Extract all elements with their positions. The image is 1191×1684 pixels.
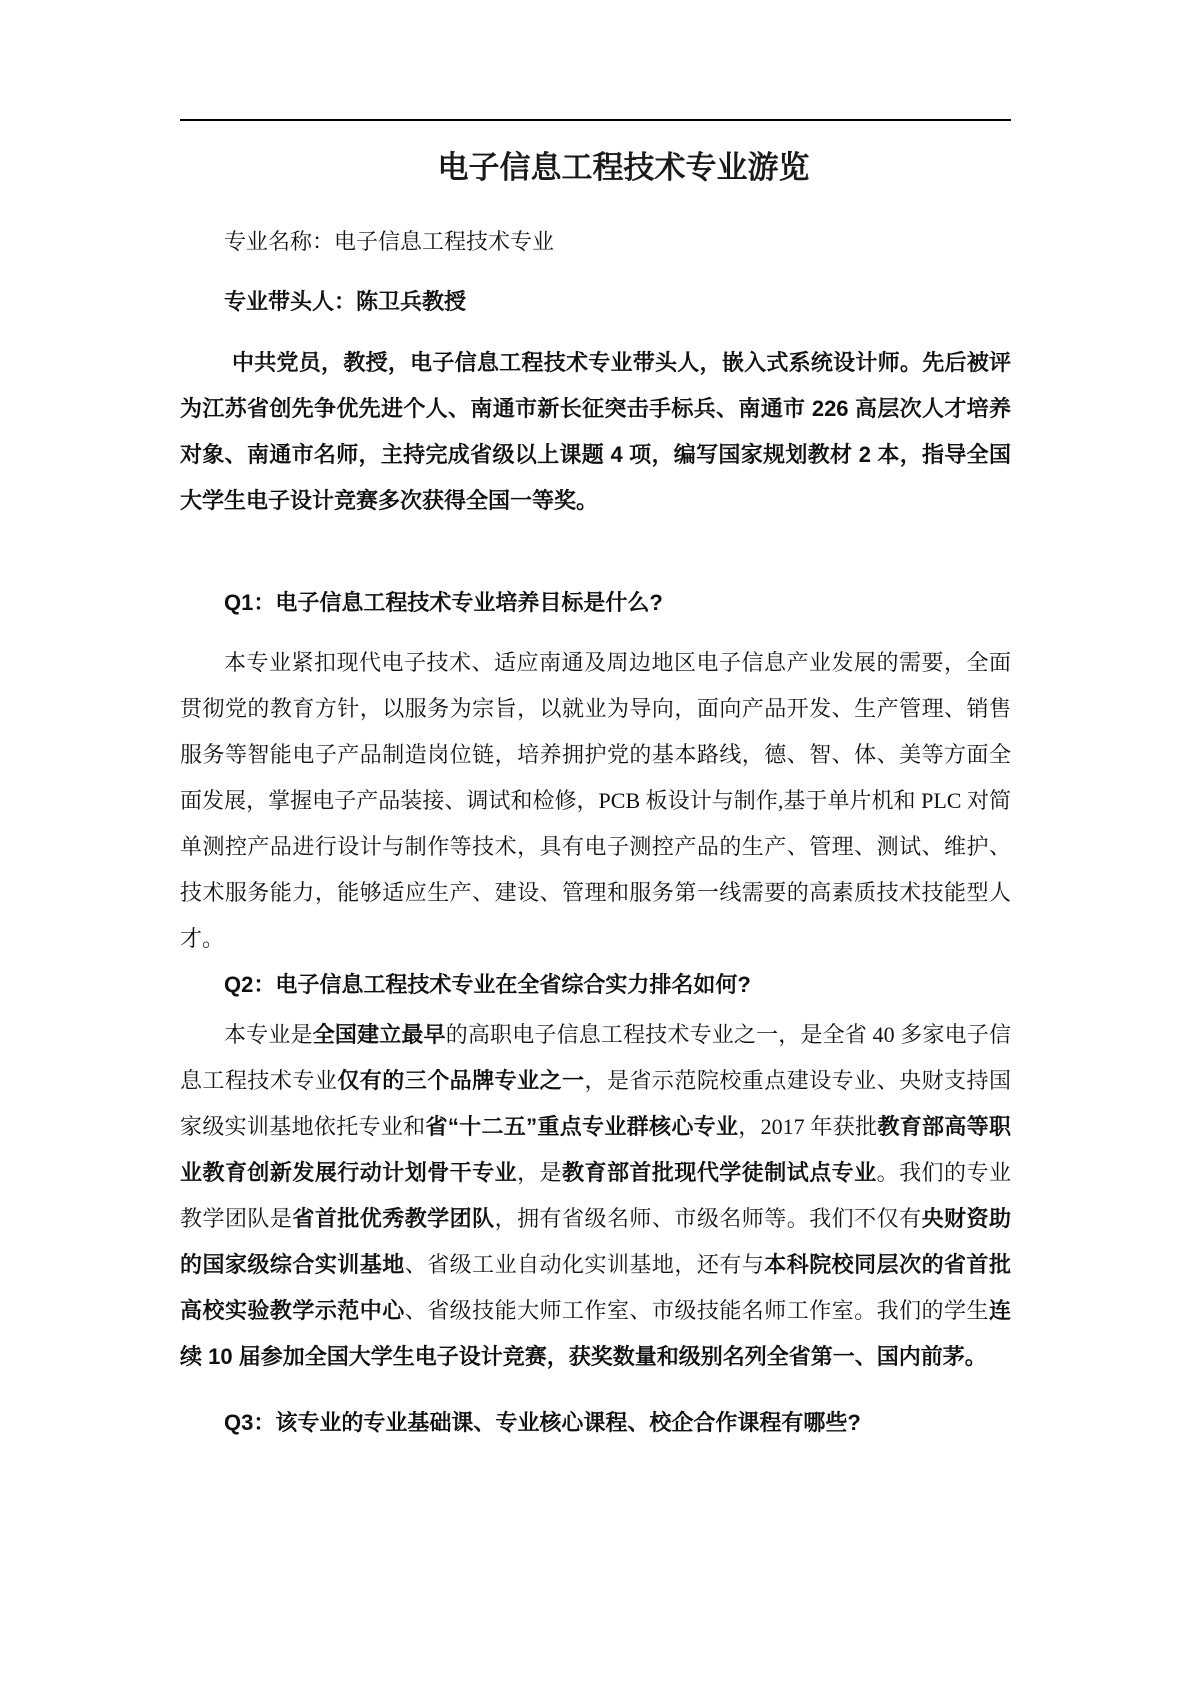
q2-answer-segment: 省首批优秀教学团队 xyxy=(292,1206,495,1231)
q2-answer-segment: 。我们的专业教学团队是 xyxy=(180,1160,1011,1231)
header-rule xyxy=(180,119,1011,121)
major-name-line: 专业名称：电子信息工程技术专业 xyxy=(224,229,555,254)
q2-answer-segment: ，2017 年获批 xyxy=(738,1114,878,1139)
q2-answer-segment: ，是 xyxy=(517,1160,563,1185)
q2-answer-segment: 、省级技能大师工作室、市级技能名师工作室。我们的学生 xyxy=(404,1298,989,1323)
q2-answer-segment: 全国建立最早 xyxy=(312,1022,446,1047)
q2-answer-segment: 教育部首批现代学徒制试点专业 xyxy=(562,1160,877,1185)
q2-heading: Q2：电子信息工程技术专业在全省综合实力排名如何? xyxy=(224,972,751,997)
q2-answer-segment: 仅有的三个品牌专业之一 xyxy=(337,1068,585,1093)
q2-answer-paragraph xyxy=(180,1012,1011,1380)
q2-answer-segment: 的高职电子信息工程技术专业之一，是全省 40 多家电子信息工程技术专业 xyxy=(180,1022,1011,1093)
major-leader-line: 专业带头人：陈卫兵教授 xyxy=(224,289,467,314)
q2-answer-segment: 教育部高等职业教育创新发展行动计划骨干专业 xyxy=(180,1114,1011,1185)
q2-answer-segment: ，拥有省级名师、市级名师等。我们不仅有 xyxy=(494,1206,922,1231)
leader-bio-paragraph: 中共党员，教授，电子信息工程技术专业带头人，嵌入式系统设计师。先后被评为江苏省创先争优先进个人、南通市新长征突击手标兵、南通市 226 高层次人才培养对象、南通市名师，主持完成省级以上课题 4 项，编写国家规划教材 2 本，指导全国大学生电子设计竞赛多次获得全国一等奖。 xyxy=(180,350,1011,513)
q2-answer-segment: 本科院校同层次的省首批高校实验教学示范中心 xyxy=(180,1252,1011,1323)
page-title: 电子信息工程技术专业游览 xyxy=(437,150,810,185)
q1-answer-paragraph: 本专业紧扣现代电子技术、适应南通及周边地区电子信息产业发展的需要，全面贯彻党的教育方针，以服务为宗旨，以就业为导向，面向产品开发、生产管理、销售服务等智能电子产品制造岗位链，培养拥护党的基本路线，德、智、体、美等方面全面发展，掌握电子产品装接、调试和检修，PCB 板设计与制作,基于单片机和 PLC 对简单测控产品进行设计与制作等技术，具有电子测控产品的生产、管理、测试、维护、技术服务能力，能够适应生产、建设、管理和服务第一线需要的高素质技术技能型人才。 xyxy=(180,650,1011,951)
q2-answer-segment: 本专业是 xyxy=(224,1022,313,1047)
q2-answer-segment: 、省级工业自动化实训基地，还有与 xyxy=(404,1252,765,1277)
q2-answer-segment: 央财资助的国家级综合实训基地 xyxy=(180,1206,1011,1277)
page-content xyxy=(180,0,1011,1446)
q1-heading: Q1：电子信息工程技术专业培养目标是什么? xyxy=(224,590,663,615)
q2-answer-segment: 省“十二五”重点专业群核心专业 xyxy=(425,1114,739,1139)
q2-answer-segment: ，是省示范院校重点建设专业、央财支持国家级实训基地依托专业和 xyxy=(180,1068,1011,1139)
q3-heading: Q3：该专业的专业基础课、专业核心课程、校企合作课程有哪些? xyxy=(224,1410,861,1435)
q2-answer-segment: 连续 10 届参加全国大学生电子设计竞赛，获奖数量和级别名列全省第一、国内前茅。 xyxy=(180,1298,1011,1369)
